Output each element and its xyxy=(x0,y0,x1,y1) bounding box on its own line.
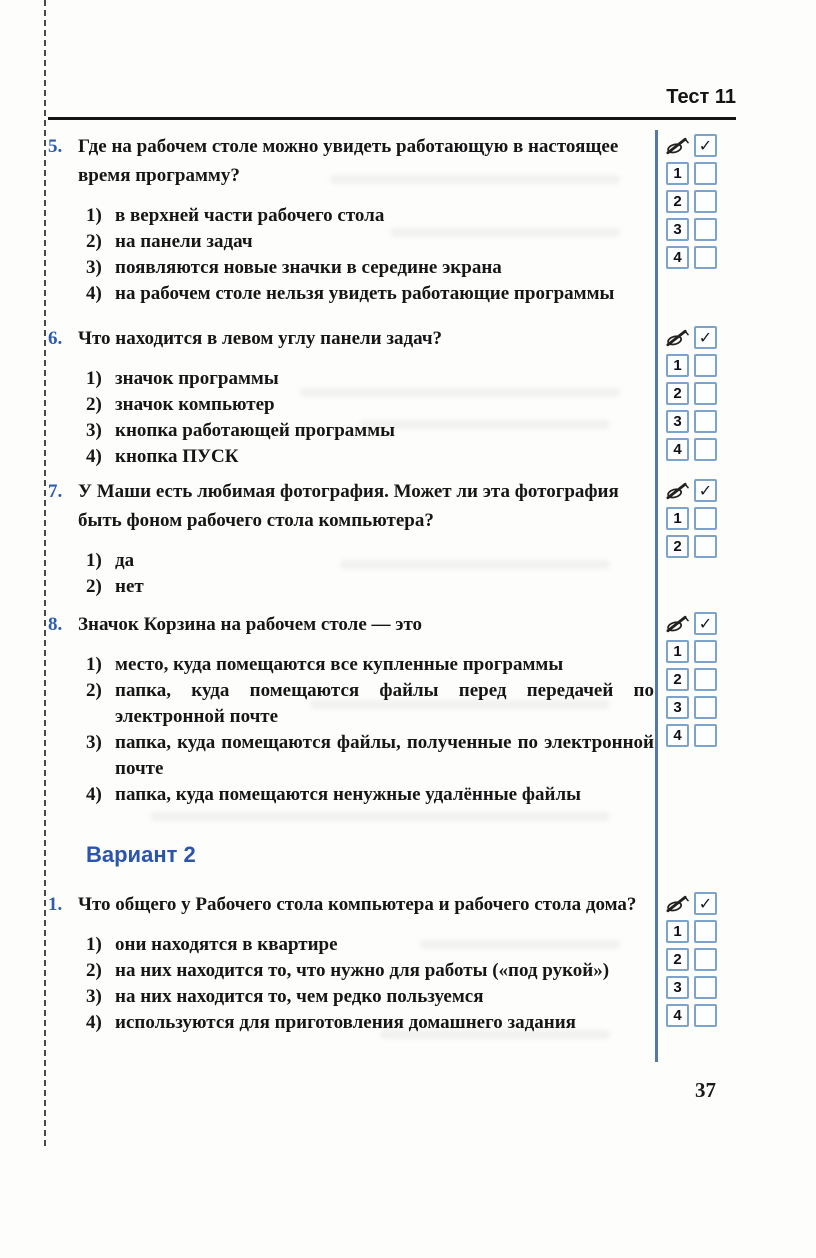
answer-grid-header-row xyxy=(666,612,722,635)
checkmark: ✓ xyxy=(698,615,713,633)
option-label: 1) xyxy=(86,205,102,226)
answer-checkbox xyxy=(694,507,717,530)
options-list xyxy=(86,548,654,600)
option-text: папка, куда помещаются ненужные удалённые файлы xyxy=(115,784,581,805)
answer-grid-header-row xyxy=(666,326,722,349)
option-text: появляются новые значки в середине экрана xyxy=(115,257,502,278)
page-title: Тест 11 xyxy=(666,86,736,108)
option-item xyxy=(86,932,654,958)
answer-row xyxy=(666,948,722,971)
checkmark-box xyxy=(694,612,717,635)
option-item xyxy=(86,984,654,1010)
option-item xyxy=(86,366,654,392)
question-5 xyxy=(48,132,654,307)
page-number: 37 xyxy=(695,1078,716,1102)
answer-number-box: 4 xyxy=(666,438,689,461)
option-label: 1) xyxy=(86,550,102,571)
answer-grid-v2-q1 xyxy=(666,892,722,1032)
answer-number-box: 2 xyxy=(666,190,689,213)
option-text: на них находится то, что нужно для работы («под рукой») xyxy=(115,960,610,981)
answer-checkbox xyxy=(694,724,717,747)
answer-grid-q8 xyxy=(666,612,722,752)
answer-row xyxy=(666,382,722,405)
answer-checkbox xyxy=(694,218,717,241)
option-item xyxy=(86,281,654,307)
option-text: используются для приготовления домашнего задания xyxy=(115,1012,576,1033)
answer-checkbox xyxy=(694,1004,717,1027)
pencil-icon xyxy=(666,326,689,349)
answer-number-box: 1 xyxy=(666,640,689,663)
option-text: значок программы xyxy=(115,368,279,389)
option-label: 4) xyxy=(86,283,102,304)
option-text: значок компьютер xyxy=(115,394,275,415)
option-label: 1) xyxy=(86,934,102,955)
answer-row xyxy=(666,507,722,530)
answer-row xyxy=(666,190,722,213)
header-rule xyxy=(48,117,736,120)
option-item xyxy=(86,678,654,730)
option-text: в верхней части рабочего стола xyxy=(115,205,385,226)
question-text: Что общего у Рабочего стола компьютера и рабочего стола дома? xyxy=(78,894,637,915)
checkmark: ✓ xyxy=(698,482,713,500)
answer-number-box: 2 xyxy=(666,535,689,558)
answer-checkbox xyxy=(694,410,717,433)
answer-checkbox xyxy=(694,438,717,461)
option-item xyxy=(86,418,654,444)
checkmark: ✓ xyxy=(698,329,713,347)
answer-row xyxy=(666,640,722,663)
option-text: кнопка ПУСК xyxy=(115,446,239,467)
bleed-through-artifact xyxy=(150,812,610,821)
answer-checkbox xyxy=(694,668,717,691)
answer-row xyxy=(666,162,722,185)
answer-checkbox xyxy=(694,190,717,213)
answer-number-box: 4 xyxy=(666,246,689,269)
option-item xyxy=(86,730,654,782)
answer-number-box: 3 xyxy=(666,410,689,433)
option-label: 4) xyxy=(86,784,102,805)
answer-number-box: 3 xyxy=(666,218,689,241)
option-text: место, куда помещаются все купленные программы xyxy=(115,654,564,675)
answer-checkbox xyxy=(694,162,717,185)
option-item xyxy=(86,255,654,281)
variant-2-heading: Вариант 2 xyxy=(86,842,196,867)
options-list xyxy=(86,652,654,808)
option-item xyxy=(86,782,654,808)
options-list xyxy=(86,932,654,1036)
page-cut-dashed-rule xyxy=(44,0,46,1146)
option-label: 4) xyxy=(86,446,102,467)
option-text: папка, куда помещаются файлы перед передачей по электронной почте xyxy=(115,680,654,727)
answer-row xyxy=(666,438,722,461)
question-8 xyxy=(48,610,654,808)
option-text: да xyxy=(115,550,135,571)
option-item xyxy=(86,203,654,229)
answer-grid-q6 xyxy=(666,326,722,466)
answer-checkbox xyxy=(694,382,717,405)
answer-grid-header-row xyxy=(666,479,722,502)
option-text: на них находится то, чем редко пользуемся xyxy=(115,986,484,1007)
answer-row xyxy=(666,354,722,377)
option-label: 4) xyxy=(86,1012,102,1033)
option-label: 2) xyxy=(86,576,102,597)
option-text: на панели задач xyxy=(115,231,253,252)
pencil-icon xyxy=(666,134,689,157)
answer-checkbox xyxy=(694,948,717,971)
answer-row xyxy=(666,920,722,943)
pencil-icon xyxy=(666,892,689,915)
answer-row xyxy=(666,696,722,719)
option-label: 2) xyxy=(86,394,102,415)
checkmark-box xyxy=(694,134,717,157)
option-text: они находятся в квартире xyxy=(115,934,338,955)
answer-column-divider xyxy=(655,130,658,1062)
answer-number-box: 3 xyxy=(666,976,689,999)
option-label: 1) xyxy=(86,368,102,389)
option-label: 1) xyxy=(86,654,102,675)
answer-checkbox xyxy=(694,640,717,663)
answer-checkbox xyxy=(694,246,717,269)
answer-row xyxy=(666,410,722,433)
question-text: У Маши есть любимая фотография. Может ли эта фотография быть фоном рабочего стола компьютера? xyxy=(78,481,619,531)
answer-checkbox xyxy=(694,354,717,377)
option-text: на рабочем столе нельзя увидеть работающие программы xyxy=(115,283,615,304)
option-label: 2) xyxy=(86,680,102,701)
answer-row xyxy=(666,246,722,269)
answer-grid-header-row xyxy=(666,134,722,157)
question-number: 1. xyxy=(48,894,63,915)
answer-number-box: 2 xyxy=(666,382,689,405)
question-7 xyxy=(48,477,654,600)
checkmark: ✓ xyxy=(698,895,713,913)
option-item xyxy=(86,444,654,470)
answer-number-box: 4 xyxy=(666,724,689,747)
options-list xyxy=(86,366,654,470)
option-item xyxy=(86,574,654,600)
option-label: 3) xyxy=(86,257,102,278)
question-number: 6. xyxy=(48,328,63,349)
answer-number-box: 4 xyxy=(666,1004,689,1027)
answer-row xyxy=(666,1004,722,1027)
option-item xyxy=(86,229,654,255)
answer-number-box: 1 xyxy=(666,354,689,377)
option-label: 3) xyxy=(86,420,102,441)
checkmark-box xyxy=(694,479,717,502)
answer-grid-header-row xyxy=(666,892,722,915)
answer-row xyxy=(666,535,722,558)
option-item xyxy=(86,652,654,678)
answer-checkbox xyxy=(694,535,717,558)
option-label: 3) xyxy=(86,986,102,1007)
pencil-icon xyxy=(666,612,689,635)
option-label: 3) xyxy=(86,732,102,753)
question-text: Что находится в левом углу панели задач? xyxy=(78,328,443,349)
pencil-icon xyxy=(666,479,689,502)
option-text: нет xyxy=(115,576,144,597)
checkmark-box xyxy=(694,892,717,915)
answer-row xyxy=(666,218,722,241)
answer-checkbox xyxy=(694,696,717,719)
option-text: кнопка работающей программы xyxy=(115,420,395,441)
answer-grid-q7 xyxy=(666,479,722,563)
answer-number-box: 1 xyxy=(666,507,689,530)
answer-grid-q5 xyxy=(666,134,722,274)
answer-number-box: 2 xyxy=(666,668,689,691)
answer-number-box: 2 xyxy=(666,948,689,971)
option-label: 2) xyxy=(86,231,102,252)
answer-row xyxy=(666,724,722,747)
answer-row xyxy=(666,976,722,999)
answer-number-box: 1 xyxy=(666,920,689,943)
answer-number-box: 1 xyxy=(666,162,689,185)
question-6 xyxy=(48,324,654,470)
option-item xyxy=(86,958,654,984)
answer-checkbox xyxy=(694,920,717,943)
answer-number-box: 3 xyxy=(666,696,689,719)
question-text: Где на рабочем столе можно увидеть работающую в настоящее время программу? xyxy=(78,136,619,186)
answer-checkbox xyxy=(694,976,717,999)
question-text: Значок Корзина на рабочем столе — это xyxy=(78,614,423,635)
question-v2-1 xyxy=(48,890,654,1036)
option-label: 2) xyxy=(86,960,102,981)
option-item xyxy=(86,1010,654,1036)
question-number: 8. xyxy=(48,614,63,635)
question-number: 5. xyxy=(48,136,63,157)
checkmark-box xyxy=(694,326,717,349)
option-item xyxy=(86,392,654,418)
option-text: папка, куда помещаются файлы, полученные по электронной почте xyxy=(115,732,654,779)
answer-row xyxy=(666,668,722,691)
option-item xyxy=(86,548,654,574)
options-list xyxy=(86,203,654,307)
checkmark: ✓ xyxy=(698,137,713,155)
question-number: 7. xyxy=(48,481,63,502)
